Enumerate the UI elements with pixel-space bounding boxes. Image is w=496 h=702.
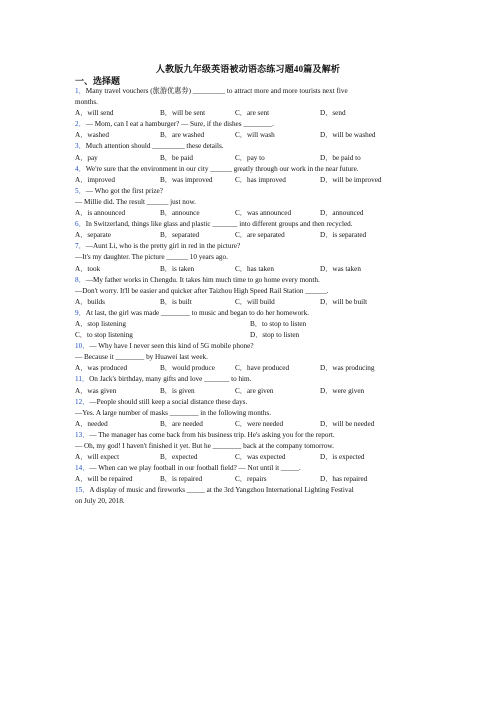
- answer-option: A．washed: [75, 131, 109, 140]
- question-stem: [75, 374, 435, 385]
- question-text: Many travel vouchers (旅游优惠券) _________ to attract more and more tourists next five: [85, 87, 348, 95]
- question-item: [75, 463, 435, 485]
- answer-option: C．has improved: [235, 175, 286, 184]
- answer-option: C．pay to: [235, 153, 265, 162]
- question-number: 15．: [75, 486, 90, 495]
- option-row: [75, 153, 435, 164]
- answer-option: D．will be needed: [320, 419, 375, 428]
- question-stem: [75, 341, 435, 352]
- question-item: [75, 186, 435, 219]
- question-item: [75, 275, 435, 308]
- question-text: —Aunt Li, who is the pretty girl in red in the picture?: [85, 242, 241, 251]
- option-row: [75, 130, 435, 141]
- answer-option: A．will expect: [75, 453, 120, 462]
- question-text: — The manager has come back from his business trip. He's asking you for the report.: [89, 430, 335, 439]
- answer-option: A．took: [75, 264, 101, 273]
- answer-option: A．was produced: [75, 364, 128, 373]
- answer-option: A．improved: [75, 175, 115, 184]
- question-item: [75, 164, 435, 186]
- answer-option: C．are separated: [235, 231, 285, 240]
- question-stem-continued: [75, 441, 435, 452]
- question-stem: [75, 275, 435, 286]
- question-item: [75, 341, 435, 374]
- answer-option: D．will be washed: [320, 131, 376, 140]
- answer-option: D．be paid to: [320, 153, 361, 162]
- option-row: [75, 474, 435, 485]
- question-text: —Don't worry. It'll be easier and quicker after Taizhou High Speed Rail Station ______.: [75, 286, 329, 295]
- answer-option: D．is expected: [320, 453, 365, 462]
- question-item: [75, 397, 435, 430]
- question-item: [75, 374, 435, 396]
- question-number: 1．: [75, 87, 86, 95]
- question-stem: [75, 141, 435, 152]
- question-stem: [75, 241, 435, 252]
- answer-option: B．announce: [160, 209, 200, 218]
- answer-option: B．are washed: [160, 131, 205, 140]
- question-text: —Yes. A large number of masks ________ in the following months.: [75, 408, 271, 417]
- question-text: months.: [75, 98, 98, 107]
- option-row: [75, 230, 435, 241]
- answer-option: C．will build: [235, 297, 275, 306]
- question-number: 9．: [75, 308, 86, 317]
- question-text: —It's my daughter. The picture ______ 10 years ago.: [75, 253, 228, 262]
- answer-option: C．has taken: [235, 264, 274, 273]
- answer-option: C．are given: [235, 386, 274, 395]
- option-row: [75, 297, 435, 308]
- answer-option: D．will be built: [320, 297, 368, 306]
- question-item: [75, 141, 435, 163]
- section-heading: 一、选择题: [75, 76, 121, 86]
- answer-option: A．will be repaired: [75, 475, 133, 484]
- option-row: [75, 108, 435, 119]
- question-text: — Why have I never seen this kind of 5G mobile phone?: [89, 342, 254, 351]
- answer-option: B．is built: [160, 297, 192, 306]
- answer-option: B．expected: [160, 453, 198, 462]
- answer-option: B．be paid: [160, 153, 193, 162]
- question-stem: [75, 430, 435, 441]
- answer-option: D．was taken: [320, 264, 361, 273]
- question-text: A display of music and fireworks _____ at the 3rd Yangzhou International Lighting Festival: [89, 486, 354, 495]
- answer-option: A．is announced: [75, 209, 126, 218]
- answer-option: C．were needed: [235, 419, 284, 428]
- answer-option: D．stop to listen: [250, 331, 300, 340]
- question-text: On Jack's birthday, many gifts and love _______ to him.: [89, 375, 252, 384]
- question-stem: [75, 308, 435, 319]
- option-row: [75, 386, 435, 397]
- page-title: 人教版九年级英语被动语态练习题40篇及解析: [155, 64, 341, 74]
- option-row: [75, 208, 435, 219]
- option-row: [75, 363, 435, 374]
- question-text: In Switzerland, things like glass and plastic _______ into different groups and then recycled.: [85, 220, 353, 229]
- answer-option: C．repairs: [235, 475, 267, 484]
- question-stem: [75, 119, 435, 130]
- question-stem: [75, 485, 435, 496]
- question-text: — Oh, my god! I haven't finished it yet. But he ________ back at the company tomorrow.: [75, 442, 334, 450]
- answer-option: C．was expected: [235, 453, 286, 462]
- question-stem-continued: [75, 352, 435, 363]
- answer-option: B．is taken: [160, 264, 195, 273]
- answer-option: B．was improved: [160, 175, 213, 184]
- option-row: [75, 452, 435, 463]
- question-stem: [75, 164, 435, 175]
- question-text: — Because it ________ by Huawei last week.: [75, 353, 208, 362]
- question-text: — Who got the first prize?: [85, 186, 163, 195]
- answer-option: A．stop listening: [75, 319, 126, 328]
- answer-option: D．has repaired: [320, 475, 368, 484]
- answer-option: C．was announced: [235, 209, 292, 218]
- answer-option: B．would produce: [160, 364, 215, 373]
- question-text: —People should still keep a social distance these days.: [89, 397, 248, 406]
- answer-option: A．separate: [75, 231, 111, 240]
- question-item: [75, 485, 435, 507]
- question-text: — Mom, can I eat a hamburger? — Sure, if the dishes ________.: [85, 120, 274, 129]
- question-number: 10．: [75, 342, 90, 351]
- question-stem: [75, 186, 435, 197]
- option-row: [75, 264, 435, 275]
- question-item: [75, 241, 435, 274]
- answer-option: B．is repaired: [160, 475, 203, 484]
- answer-option: B．to stop to listen: [250, 319, 307, 328]
- question-number: 14．: [75, 464, 90, 473]
- answer-option: C．have produced: [235, 364, 290, 373]
- answer-option: D．is separated: [320, 231, 367, 240]
- question-number: 11．: [75, 375, 90, 384]
- question-stem-continued: [75, 286, 435, 297]
- question-item: [75, 430, 435, 463]
- question-number: 5．: [75, 186, 86, 195]
- answer-option: A．will send: [75, 109, 114, 118]
- answer-option: D．will be improved: [320, 175, 382, 184]
- answer-option: D．announced: [320, 209, 364, 218]
- answer-option: B．separated: [160, 231, 200, 240]
- question-stem: [75, 219, 435, 230]
- question-item: [75, 119, 435, 141]
- answer-option: B．are needed: [160, 419, 203, 428]
- answer-option: B．will be sent: [160, 109, 206, 118]
- question-stem: [75, 397, 435, 408]
- question-stem-continued: [75, 496, 435, 507]
- question-text: — Millie did. The result ______ just now.: [75, 197, 196, 206]
- question-list: [75, 86, 435, 508]
- answer-option: D．send: [320, 109, 346, 118]
- question-number: 4．: [75, 164, 86, 173]
- question-number: 13．: [75, 430, 90, 439]
- question-number: 7．: [75, 242, 86, 251]
- question-text: — When can we play football in our football field? — Not until it _____.: [89, 464, 301, 473]
- answer-option: A．needed: [75, 419, 108, 428]
- question-text: —My father works in Chengdu. It takes him much time to go home every month.: [85, 275, 320, 284]
- question-number: 6．: [75, 220, 86, 229]
- question-item: [75, 219, 435, 241]
- option-row: [75, 175, 435, 186]
- answer-option: D．were given: [320, 386, 365, 395]
- answer-option: A．was given: [75, 386, 117, 395]
- option-row: [75, 419, 435, 430]
- question-stem-continued: [75, 97, 435, 108]
- question-number: 8．: [75, 275, 86, 284]
- question-text: We're sure that the environment in our city ______ greatly through our work in the near future.: [85, 164, 359, 173]
- question-stem-continued: [75, 197, 435, 208]
- answer-option: A．pay: [75, 153, 98, 162]
- question-stem-continued: [75, 408, 435, 419]
- answer-option: C．are sent: [235, 109, 270, 118]
- question-item: [75, 308, 435, 341]
- question-stem: [75, 463, 435, 474]
- answer-option: D．was producing: [320, 364, 375, 373]
- question-number: 2．: [75, 120, 86, 129]
- question-item: [75, 86, 435, 119]
- question-stem-continued: [75, 252, 435, 263]
- answer-option: C．to stop listening: [75, 331, 133, 340]
- question-text: on July 20, 2018.: [75, 497, 125, 506]
- question-number: 12．: [75, 397, 90, 406]
- answer-option: A．builds: [75, 297, 105, 306]
- question-text: At last, the girl was made ________ to music and began to do her homework.: [85, 308, 309, 317]
- question-number: 3．: [75, 142, 86, 151]
- option-row: [75, 330, 435, 341]
- answer-option: B．is given: [160, 386, 195, 395]
- question-stem: [75, 86, 435, 97]
- option-row: [75, 319, 435, 330]
- answer-option: C．will wash: [235, 131, 275, 140]
- question-text: Much attention should _________ these details.: [85, 142, 224, 151]
